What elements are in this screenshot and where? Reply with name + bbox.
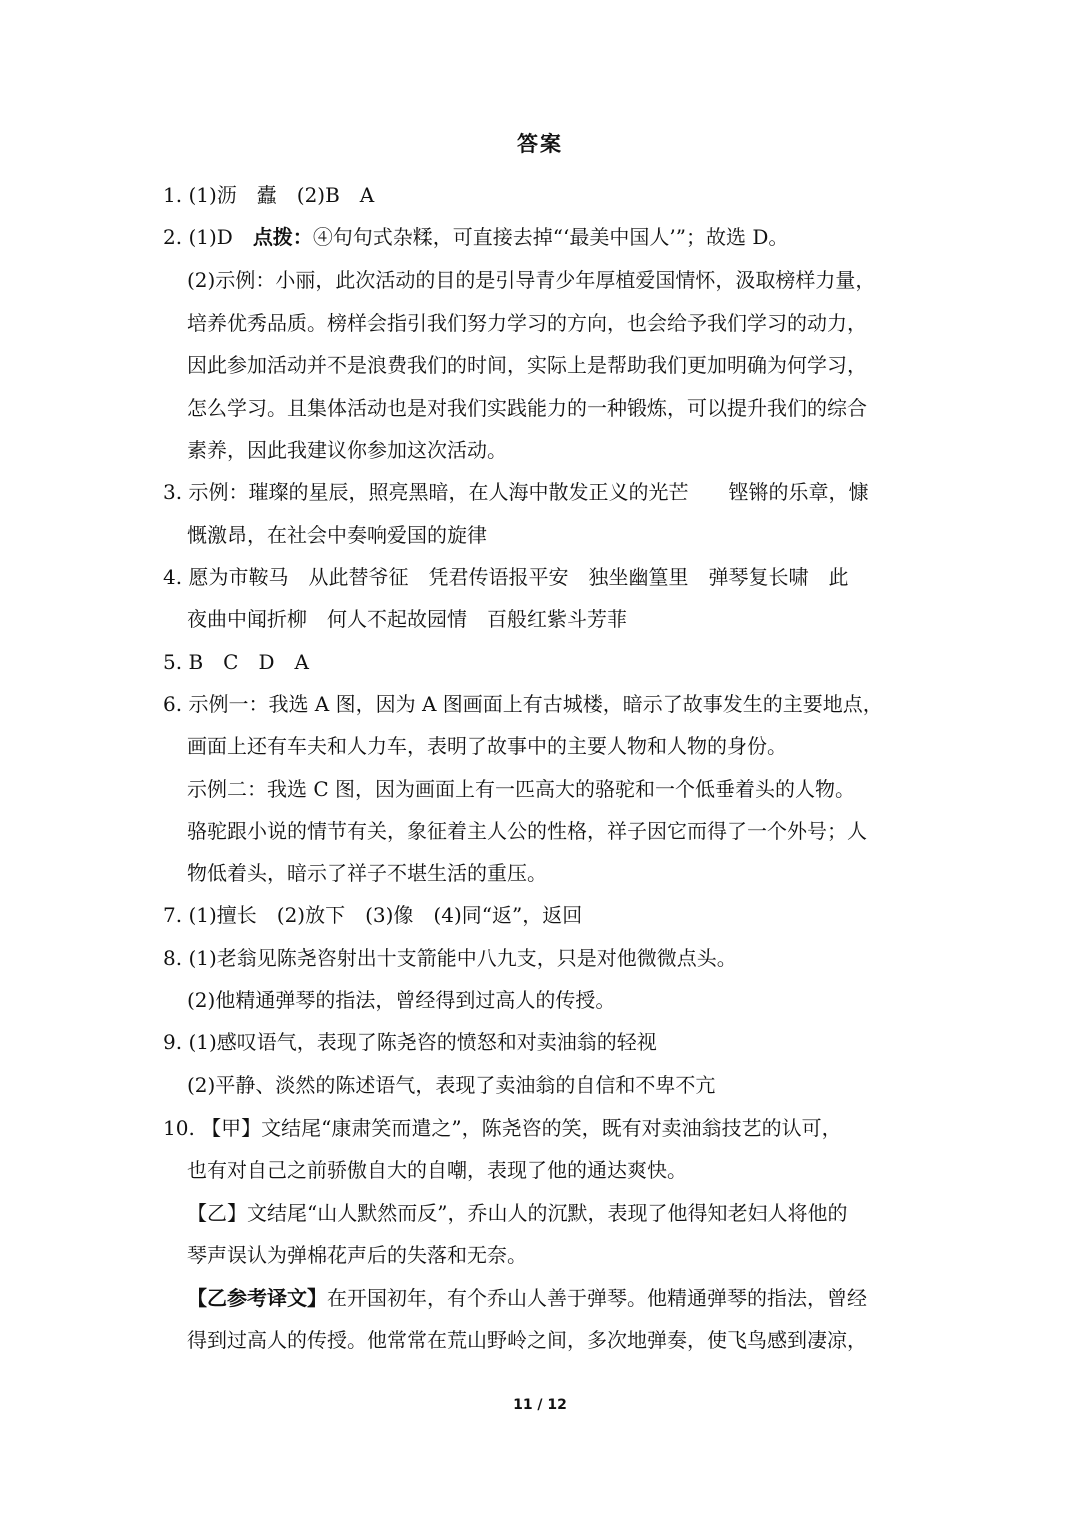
answer-line: 也有对自己之前骄傲自大的自嘲，表现了他的通达爽快。 bbox=[187, 1158, 687, 1182]
answer-line: 7. (1)擅长 (2)放下 (3)像 (4)同“返”，返回 bbox=[163, 903, 583, 927]
answer-line: 骆驼跟小说的情节有关，象征着主人公的性格，祥子因它而得了一个外号；人 bbox=[187, 819, 867, 843]
answer-line: 10. 【甲】文结尾“康肃笑而遣之”，陈尧咨的笑，既有对卖油翁技艺的认可， bbox=[163, 1116, 842, 1140]
answer-line bbox=[163, 222, 788, 252]
answer-line: 示例二：我选 C 图，因为画面上有一匹高大的骆驼和一个低垂着头的人物。 bbox=[187, 777, 856, 801]
page-title: 答案 bbox=[517, 132, 563, 156]
page-number: 11 / 12 bbox=[513, 1397, 567, 1413]
hint-label: 点拨： bbox=[252, 225, 313, 249]
answer-line: 1. (1)沥 蠹 (2)B A bbox=[163, 183, 375, 207]
answer-line: 5. B C D A bbox=[163, 650, 309, 674]
answer-line bbox=[187, 1283, 867, 1313]
answer-line: 素养，因此我建议你参加这次活动。 bbox=[187, 438, 507, 462]
answer-line: 3. 示例：璀璨的星辰，照亮黑暗，在人海中散发正义的光芒 铿锵的乐章，慷 bbox=[163, 480, 869, 504]
answer-line: 培养优秀品质。榜样会指引我们努力学习的方向，也会给予我们学习的动力， bbox=[187, 311, 867, 335]
answer-line: 画面上还有车夫和人力车，表明了故事中的主要人物和人物的身份。 bbox=[187, 734, 787, 758]
hint-text: ④句句式杂糅，可直接去掉“‘最美中国人’”；故选 D。 bbox=[312, 225, 789, 249]
answer-line: (2)示例：小丽，此次活动的目的是引导青少年厚植爱国情怀，汲取榜样力量， bbox=[187, 268, 876, 292]
answer-line: 夜曲中闻折柳 何人不起故园情 百般红紫斗芳菲 bbox=[187, 607, 627, 631]
answer-line: 物低着头，暗示了祥子不堪生活的重压。 bbox=[187, 861, 547, 885]
answer-line: 怎么学习。且集体活动也是对我们实践能力的一种锻炼，可以提升我们的综合 bbox=[187, 396, 867, 420]
answer-line: 因此参加活动并不是浪费我们的时间，实际上是帮助我们更加明确为何学习， bbox=[187, 353, 867, 377]
answer-line: 4. 愿为市鞍马 从此替爷征 凭君传语报平安 独坐幽篁里 弹琴复长啸 此 bbox=[163, 565, 849, 589]
answer-line: 慨激昂，在社会中奏响爱国的旋律 bbox=[187, 523, 487, 547]
translation-text: 在开国初年，有个乔山人善于弹琴。他精通弹琴的指法，曾经 bbox=[327, 1286, 867, 1310]
answer-line: 琴声误认为弹棉花声后的失落和无奈。 bbox=[187, 1243, 527, 1267]
translation-label: 【乙参考译文】 bbox=[187, 1286, 327, 1310]
answer-line: 9. (1)感叹语气，表现了陈尧咨的愤怒和对卖油翁的轻视 bbox=[163, 1030, 657, 1054]
answer-line: 【乙】文结尾“山人默然而反”，乔山人的沉默，表现了他得知老妇人将他的 bbox=[187, 1201, 848, 1225]
answer-line: 得到过高人的传授。他常常在荒山野岭之间，多次地弹奏，使飞鸟感到凄凉， bbox=[187, 1328, 867, 1352]
answer-text: 2. (1)D bbox=[163, 225, 253, 249]
answer-line: 6. 示例一：我选 A 图，因为 A 图画面上有古城楼，暗示了故事发生的主要地点， bbox=[163, 692, 883, 716]
answer-line: (2)平静、淡然的陈述语气，表现了卖油翁的自信和不卑不亢 bbox=[187, 1073, 716, 1097]
answer-line: (2)他精通弹琴的指法，曾经得到过高人的传授。 bbox=[187, 988, 616, 1012]
answer-line: 8. (1)老翁见陈尧咨射出十支箭能中八九支，只是对他微微点头。 bbox=[163, 946, 737, 970]
